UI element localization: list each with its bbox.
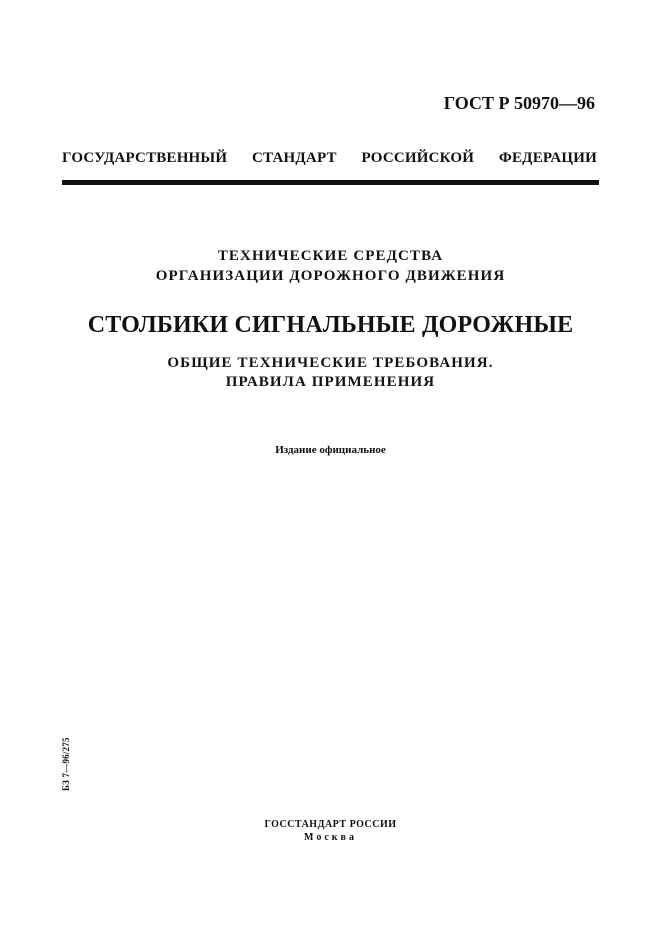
header-word: РОССИЙСКОЙ xyxy=(361,150,475,166)
category-heading xyxy=(0,246,661,286)
main-title: СТОЛБИКИ СИГНАЛЬНЫЕ ДОРОЖНЫЕ xyxy=(87,312,574,338)
publisher-city: Москва xyxy=(304,832,357,843)
category-line: ТЕХНИЧЕСКИЕ СРЕДСТВА xyxy=(217,248,444,264)
category-line: ОРГАНИЗАЦИИ ДОРОЖНОГО ДВИЖЕНИЯ xyxy=(155,268,506,284)
standard-header xyxy=(62,150,597,167)
subtitle xyxy=(0,354,661,392)
side-code: БЗ 7—96/275 xyxy=(61,737,71,791)
subtitle-line: ПРАВИЛА ПРИМЕНЕНИЯ xyxy=(225,374,436,390)
subtitle-line: ОБЩИЕ ТЕХНИЧЕСКИЕ ТРЕБОВАНИЯ. xyxy=(167,355,494,371)
header-word: ГОСУДАРСТВЕННЫЙ xyxy=(62,150,228,166)
gost-number: ГОСТ Р 50970—96 xyxy=(443,93,595,113)
header-divider xyxy=(62,180,599,185)
publisher: ГОССТАНДАРТ РОССИИ xyxy=(264,819,397,830)
header-word: СТАНДАРТ xyxy=(252,150,337,166)
header-word: ФЕДЕРАЦИИ xyxy=(498,150,597,166)
edition-note: Издание официальное xyxy=(275,444,386,456)
